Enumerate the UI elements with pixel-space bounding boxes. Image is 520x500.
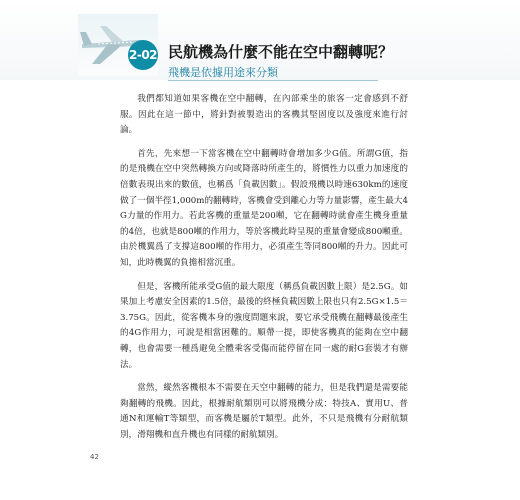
page-subtitle: 飛機是依據用途來分類 [168,66,278,79]
page-number: 42 [90,453,99,461]
subtitle-divider [168,80,378,81]
paragraph: 首先，先來想一下當客機在空中翻轉時會增加多少G值。所謂G值，指的是飛機在空中突然轉換方向或降落時所產生的，將慣性力以重力加速度的倍數表現出來的數值，也稱爲「負載因數」。假設飛機以時速630km的速度做了一個半徑1,000m的翻轉時，客機會受到離心力等力量影響，產生最大4G力量的作用力。若此客機的重量是200噸，它在翻轉時就會產生機身重量的4倍，也就是800噸的作用力，等於客機此時呈現的重量會變成800噸重。由於機翼爲了支撐這800噸的作用力，必須產生等同800噸的升力。因此可知，此時機翼的負擔相當沉重。 [120,148,408,268]
paragraph: 我們都知道如果客機在空中翻轉，在內部乘坐的旅客一定會感到不舒服。因此在這一節中，將針對被製造出的客機其堅固度以及強度來進行討論。 [120,94,408,136]
article-body [120,92,408,451]
paragraph: 當然，縱然客機根本不需要在天空中翻轉的能力，但是我們還是需要能夠翻轉的飛機。因此，根據耐航類別可以將飛機分成：特技A、實用U、普通N和運輸T等類型，而客機是屬於T類型。此外，不只是飛機有分耐航類別，滑翔機和直升機也有同樣的耐航類別。 [120,383,408,440]
page-title: 民航機為什麼不能在空中翻轉呢？ [168,43,394,61]
section-number-badge: 2-02 [128,40,158,70]
paragraph: 但是，客機所能承受G值的最大限度（稱爲負載因數上限）是2.5G。如果加上考慮安全因素的1.5倍，最後的終極負載因數上限也只有2.5G×1.5＝3.75G。因此，從客機本身的強度問題來說，要它承受飛機在翻轉最後產生的4G作用力，可說是相當困難的。順帶一提，即使客機真的能夠在空中翻轉，也會需要一種爲避免全體乘客受傷而能停留在同一處的耐G套裝才有辦法。 [120,281,408,370]
